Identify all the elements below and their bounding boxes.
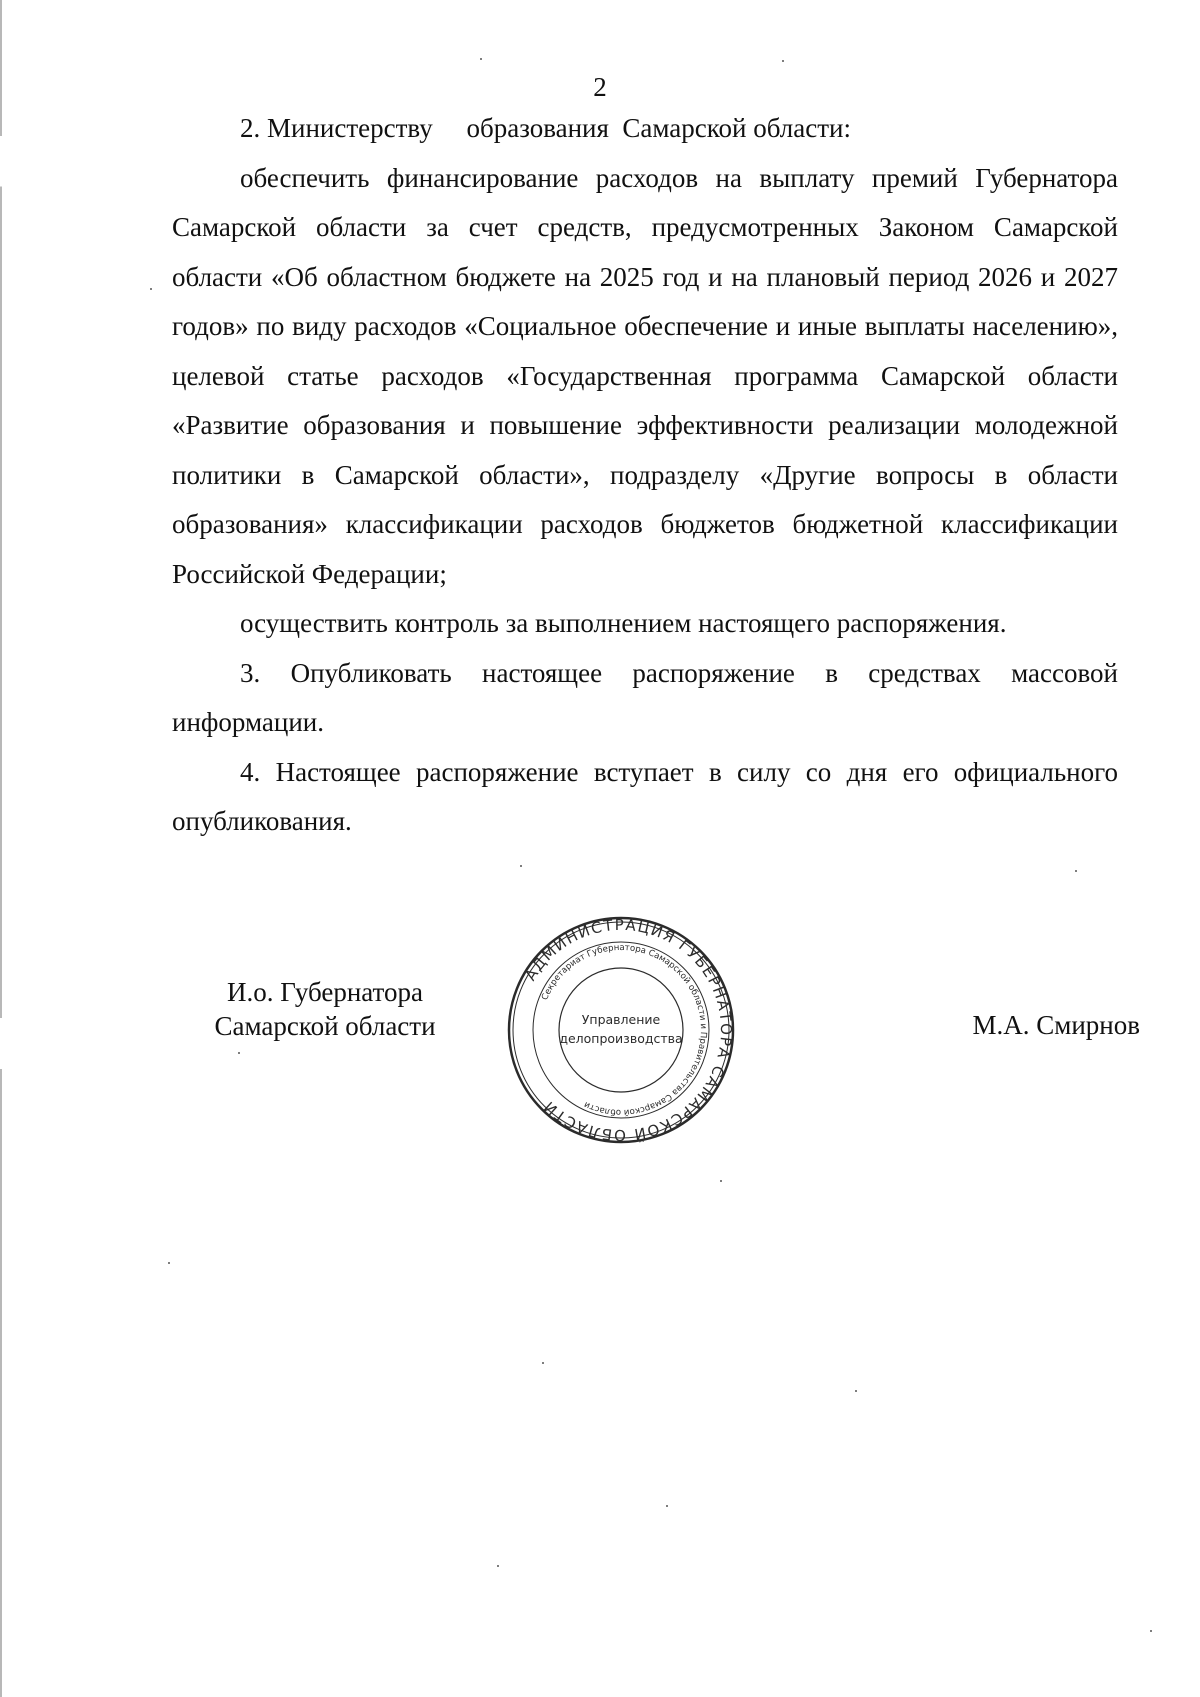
scan-speck — [150, 288, 152, 290]
seal-center-line-2: делопроизводства — [559, 1031, 683, 1046]
signatory-title — [200, 975, 450, 1043]
signatory-title-line-2: Самарской области — [214, 1011, 436, 1041]
scan-speck — [855, 1390, 857, 1392]
paragraph-control: осуществить контроль за выполнением настоящего распоряжения. — [240, 608, 1007, 638]
paragraph-item-4-effective: 4. Настоящее распоряжение вступает в силу со дня его официального опубликования. — [172, 756, 1118, 836]
scan-speck — [520, 865, 522, 867]
scan-speck — [497, 1565, 499, 1567]
paragraph-item-3-publish: 3. Опубликовать настоящее распоряжение в средствах массовой информации. — [172, 657, 1118, 737]
scan-speck — [542, 1362, 544, 1364]
seal-middle-text: Секретариат Губернатора Самарской области и Правительства Самарской области — [540, 942, 709, 1118]
page-number: 2 — [593, 72, 607, 102]
signatory-title-line-1: И.о. Губернатора — [226, 977, 423, 1007]
seal-outer-text: АДМИНИСТРАЦИЯ ГУБЕРНАТОРА САМАРСКОЙ ОБЛАСТИ — [521, 915, 736, 1145]
scan-speck — [1075, 870, 1077, 872]
scan-speck — [1150, 1630, 1152, 1632]
scan-speck — [238, 1052, 240, 1054]
scan-speck — [782, 60, 784, 62]
signatory-name: М.А. Смирнов — [972, 1010, 1140, 1040]
document-body — [172, 104, 1118, 847]
scan-speck — [666, 1505, 668, 1507]
paragraph-financing: обеспечить финансирование расходов на выплату премий Губернатора Самарской области за счет средств, предусмотренных Законом Самарской области «Об областном бюджете на 2025 год и на плановый период 2026 и 2027 годов» по виду расходов «Социальное обеспечение и иные выплаты населению», целевой статье расходов «Государственная программа Самарской области «Развитие образования и повышение эффективности реализации молодежной политики в Самарской области», подразделу «Другие вопросы в области образования» классификации расходов бюджетов бюджетной классификации Российской Федерации; — [172, 162, 1118, 589]
scan-speck — [480, 58, 482, 60]
scan-edge-line — [0, 0, 2, 1697]
official-seal — [506, 915, 736, 1145]
scan-speck — [720, 1180, 722, 1182]
scan-speck — [168, 1262, 170, 1264]
seal-center-line-1: Управление — [581, 1012, 661, 1027]
paragraph-item-2-heading: 2. Министерству образования Самарской области: — [240, 113, 851, 143]
